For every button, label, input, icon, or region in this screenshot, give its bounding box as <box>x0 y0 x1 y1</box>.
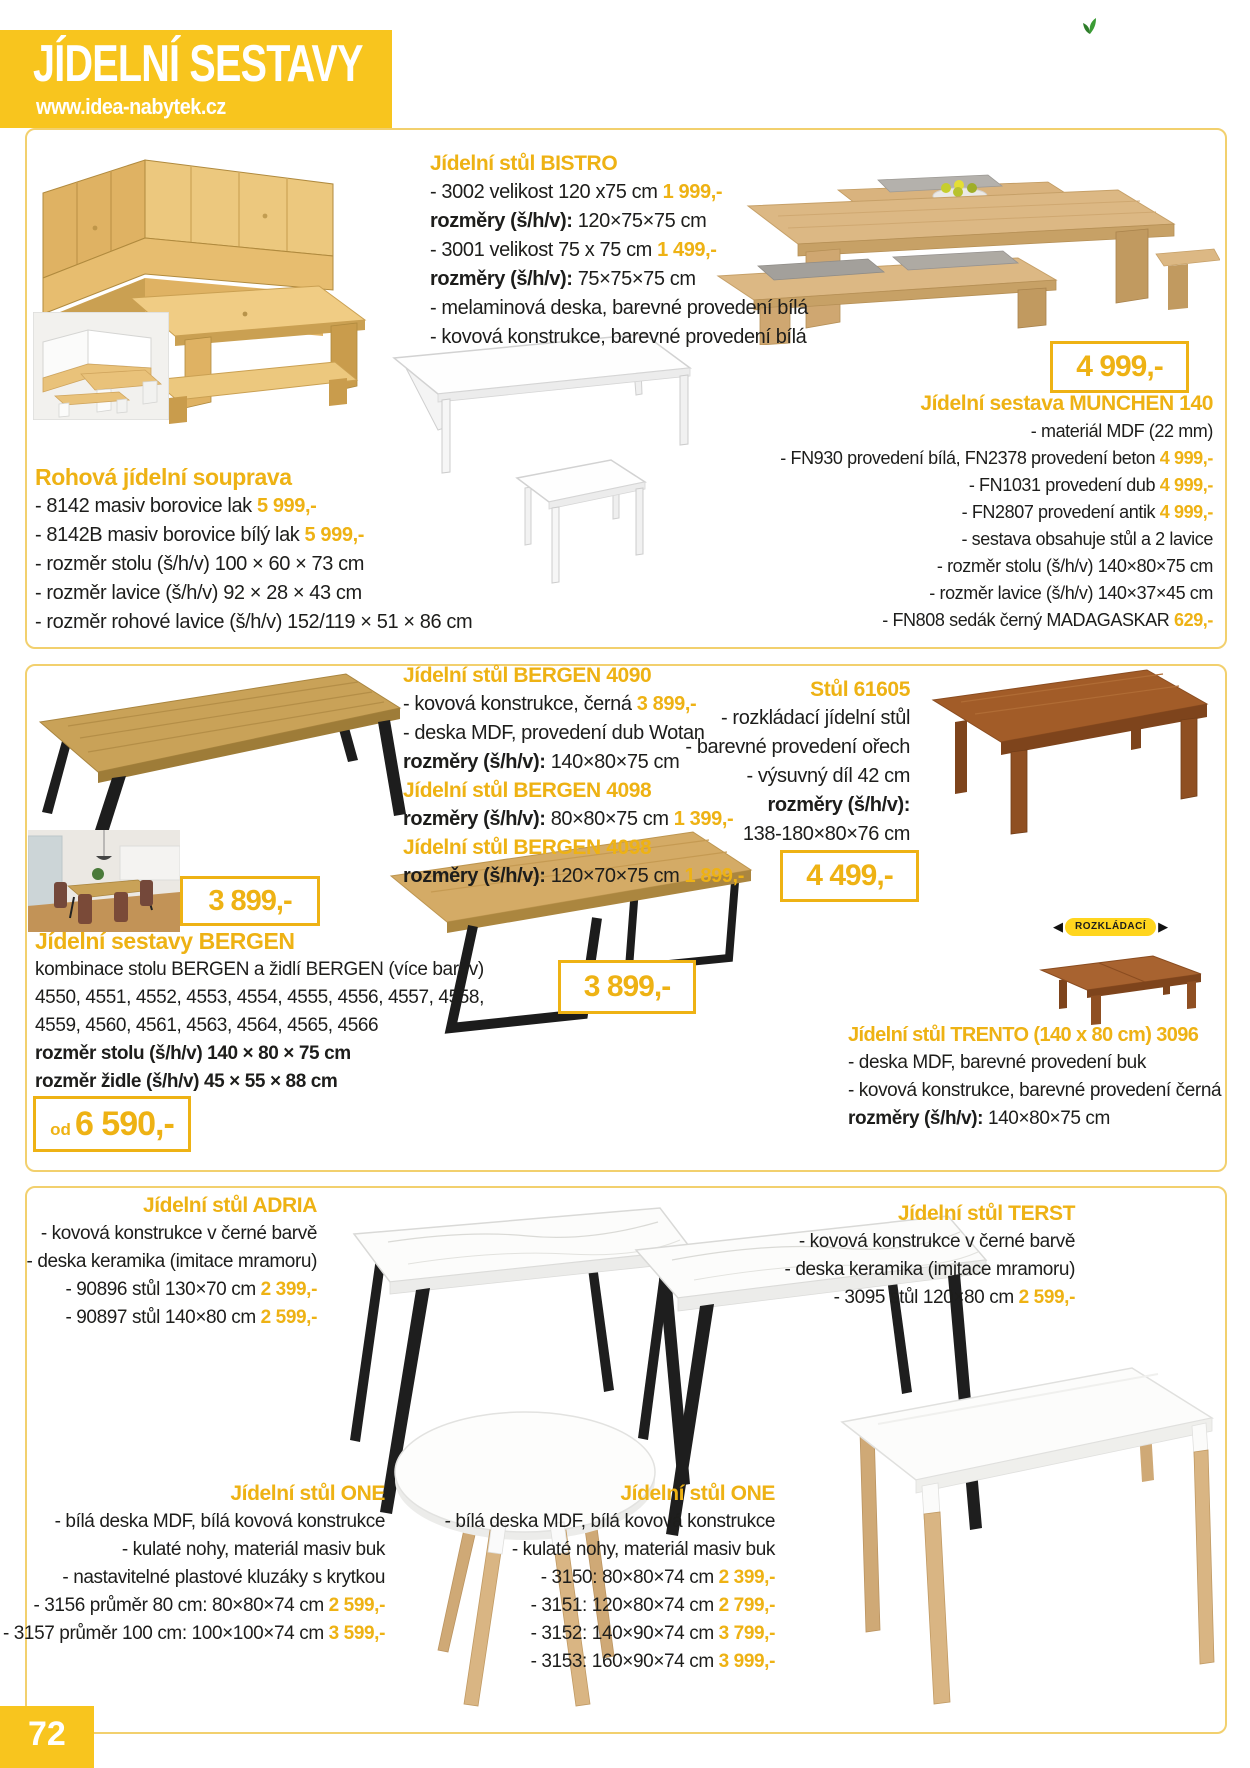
spec-line: - kulaté nohy, materiál masiv buk <box>511 1539 775 1560</box>
spec-line: - 3157 průměr 100 cm: 100×100×74 cm 3 599,- <box>2 1623 385 1644</box>
price: 5 999,- <box>304 524 365 546</box>
image-table-61605-extended <box>1035 946 1207 1026</box>
section-rohova <box>35 462 472 637</box>
section-title: Jídelní stůl BISTRO <box>430 152 618 175</box>
price: 4 999,- <box>1159 502 1213 522</box>
spec-line: - rozměr lavice (š/h/v) 140×37×45 cm <box>929 583 1213 603</box>
spec-line: - rozměr stolu (š/h/v) 100 × 60 × 73 cm <box>35 553 364 575</box>
image-bistro-table-small <box>515 458 647 588</box>
section-title: Jídelní stůl TERST <box>897 1202 1075 1225</box>
section-title: Jídelní stůl BERGEN 4098 <box>403 779 652 802</box>
price: 2 399,- <box>260 1279 317 1300</box>
arrow-right-icon: ▶ <box>1158 919 1169 934</box>
price: 1 999,- <box>662 181 723 203</box>
spec-line: 4559, 4560, 4561, 4563, 4564, 4565, 4566 <box>35 1015 379 1036</box>
arrow-left-icon: ◀ <box>1053 919 1063 934</box>
spec-line: - kovová konstrukce, barevné provedení bílá <box>430 326 807 348</box>
price-box-bergen-table: 3 899,- <box>180 876 320 926</box>
section-title: Jídelní sestava MUNCHEN 140 <box>920 392 1213 415</box>
spec-line: - deska MDF, barevné provedení buk <box>848 1052 1146 1073</box>
section-61605 <box>685 676 910 849</box>
spec-line: - materiál MDF (22 mm) <box>1030 421 1213 441</box>
price: 3 799,- <box>718 1623 775 1644</box>
spec-line: - kovová konstrukce v černé barvě <box>40 1223 317 1244</box>
price-box-trento: 3 899,- <box>558 960 696 1014</box>
section-title: Jídelní stůl BERGEN 4098 <box>403 836 652 859</box>
spec-line: - deska keramika (imitace mramoru) <box>784 1259 1075 1280</box>
section-title: Stůl 61605 <box>810 678 910 701</box>
spec-line: - 90897 stůl 140×80 cm 2 599,- <box>65 1307 317 1328</box>
extendable-badge <box>1053 918 1168 936</box>
spec-line: rozměry (š/h/v): 140×80×75 cm <box>403 751 680 773</box>
section-title: Jídelní stůl TRENTO (140 x 80 cm) 3096 <box>848 1024 1199 1046</box>
section-title: Jídelní stůl ADRIA <box>142 1194 317 1217</box>
price: 2 399,- <box>718 1567 775 1588</box>
spec-line: - 3002 velikost 120 x75 cm 1 999,- <box>430 181 723 203</box>
spec-line: - bílá deska MDF, bílá kovová konstrukce <box>54 1511 385 1532</box>
price: 2 799,- <box>718 1595 775 1616</box>
price-box-bergen-sets: od 6 590,- <box>33 1096 191 1152</box>
section-terst <box>785 1200 1075 1312</box>
spec-line: - rozměr stolu (š/h/v) 140×80×75 cm <box>936 556 1213 576</box>
spec-line: - melaminová deska, barevné provedení bílá <box>430 297 808 319</box>
spec-line: - kovová konstrukce v černé barvě <box>798 1231 1075 1252</box>
section-bergen-sets <box>35 926 484 1096</box>
spec-line: - FN808 sedák černý MADAGASKAR 629,- <box>882 610 1213 630</box>
section-one-rect <box>445 1480 775 1676</box>
section-title: Rohová jídelní souprava <box>35 464 292 490</box>
spec-line: - 3001 velikost 75 x 75 cm 1 499,- <box>430 239 717 261</box>
price: 3 999,- <box>718 1651 775 1672</box>
spec-line: - 3156 průměr 80 cm: 80×80×74 cm 2 599,- <box>33 1595 385 1616</box>
spec-line: kombinace stolu BERGEN a židlí BERGEN (více barev) <box>35 959 484 980</box>
price: 1 499,- <box>657 239 717 261</box>
image-corner-set-white-inset <box>33 312 169 420</box>
spec-line: - 3095 stůl 120×80 cm 2 599,- <box>833 1287 1075 1308</box>
spec-line: rozměr židle (š/h/v) 45 × 55 × 88 cm <box>35 1071 338 1092</box>
page-title: JÍDELNÍ SESTAVY <box>33 35 363 93</box>
page-number: 72 <box>28 1715 66 1753</box>
spec-line: rozměry (š/h/v): 120×75×75 cm <box>430 210 707 232</box>
section-title: Jídelní stůl ONE <box>230 1482 385 1505</box>
spec-line: - 3153: 160×90×74 cm 3 999,- <box>530 1651 775 1672</box>
price: 1 399,- <box>673 808 734 830</box>
price-box-61605: 4 499,- <box>780 850 919 902</box>
spec-line: rozměry (š/h/v): 80×80×75 cm 1 399,- <box>403 808 734 830</box>
spec-line: - FN2807 provedení antik 4 999,- <box>961 502 1213 522</box>
price: 2 599,- <box>328 1595 385 1616</box>
spec-line: rozměry (š/h/v): <box>767 794 910 816</box>
section-bistro <box>430 150 808 352</box>
section-title: Jídelní sestavy BERGEN <box>35 928 295 954</box>
spec-line: rozměry (š/h/v): 120×70×75 cm 1 899,- <box>403 865 744 887</box>
spec-line: - FN1031 provedení dub 4 999,- <box>968 475 1213 495</box>
spec-line: - rozkládací jídelní stůl <box>721 707 910 729</box>
section-title: Jídelní stůl BERGEN 4090 <box>403 664 652 687</box>
price: 629,- <box>1173 610 1213 630</box>
price: 4 999,- <box>1159 448 1213 468</box>
price: 2 599,- <box>1018 1287 1075 1308</box>
price: 3 899,- <box>636 693 697 715</box>
spec-line: - rozměr rohové lavice (š/h/v) 152/119 × 51 × 86 cm <box>35 611 473 633</box>
leaf-icon <box>1080 16 1100 36</box>
spec-line: - 3150: 80×80×74 cm 2 399,- <box>540 1567 775 1588</box>
image-one-rect-table <box>798 1360 1218 1725</box>
section-munchen <box>780 390 1213 634</box>
spec-line: - 8142B masiv borovice bílý lak 5 999,- <box>35 524 365 546</box>
section-one-round <box>3 1480 385 1648</box>
spec-line: - sestava obsahuje stůl a 2 lavice <box>961 529 1213 549</box>
spec-line: - kovová konstrukce, černá 3 899,- <box>403 693 697 715</box>
price: 4 999,- <box>1159 475 1213 495</box>
spec-line: - 8142 masiv borovice lak 5 999,- <box>35 495 317 517</box>
section-title: Jídelní stůl ONE <box>620 1482 775 1505</box>
spec-line: - deska MDF, provedení dub Wotan <box>403 722 705 744</box>
price: 2 599,- <box>260 1307 317 1328</box>
spec-line: - 3151: 120×80×74 cm 2 799,- <box>530 1595 775 1616</box>
site-url: www.idea-nabytek.cz <box>36 94 226 119</box>
price-box-munchen: 4 999,- <box>1050 341 1189 393</box>
spec-line: 138-180×80×76 cm <box>742 823 910 845</box>
spec-line: 4550, 4551, 4552, 4553, 4554, 4555, 4556, 4557, 4558, <box>35 987 484 1008</box>
price: 3 599,- <box>328 1623 385 1644</box>
image-bistro-table-large <box>392 332 692 474</box>
spec-line: - FN930 provedení bílá, FN2378 provedení beton 4 999,- <box>780 448 1213 468</box>
badge-label: ROZKLÁDACÍ <box>1065 918 1156 936</box>
spec-line: - kulaté nohy, materiál masiv buk <box>121 1539 385 1560</box>
price: 1 899,- <box>684 865 744 887</box>
spec-line: rozměry (š/h/v): 75×75×75 cm <box>430 268 696 290</box>
spec-line: - výsuvný díl 42 cm <box>746 765 910 787</box>
spec-line: - kovová konstrukce, barevné provedení černá <box>848 1080 1222 1101</box>
image-bergen-room-inset <box>28 830 180 932</box>
spec-line: - deska keramika (imitace mramoru) <box>26 1251 317 1272</box>
spec-line: - nastavitelné plastové kluzáky s krytkou <box>62 1567 385 1588</box>
spec-line: - 3152: 140×90×74 cm 3 799,- <box>530 1623 775 1644</box>
section-trento <box>848 1022 1221 1133</box>
spec-line: rozměry (š/h/v): 140×80×75 cm <box>848 1108 1110 1129</box>
spec-line: - barevné provedení ořech <box>685 736 910 758</box>
spec-line: rozměr stolu (š/h/v) 140 × 80 × 75 cm <box>35 1043 351 1064</box>
price: 5 999,- <box>256 495 317 517</box>
image-table-61605 <box>915 642 1215 847</box>
spec-line: - bílá deska MDF, bílá kovová konstrukce <box>444 1511 775 1532</box>
spec-line: - 90896 stůl 130×70 cm 2 399,- <box>65 1279 317 1300</box>
section-adria <box>27 1192 317 1332</box>
spec-line: - rozměr lavice (š/h/v) 92 × 28 × 43 cm <box>35 582 362 604</box>
